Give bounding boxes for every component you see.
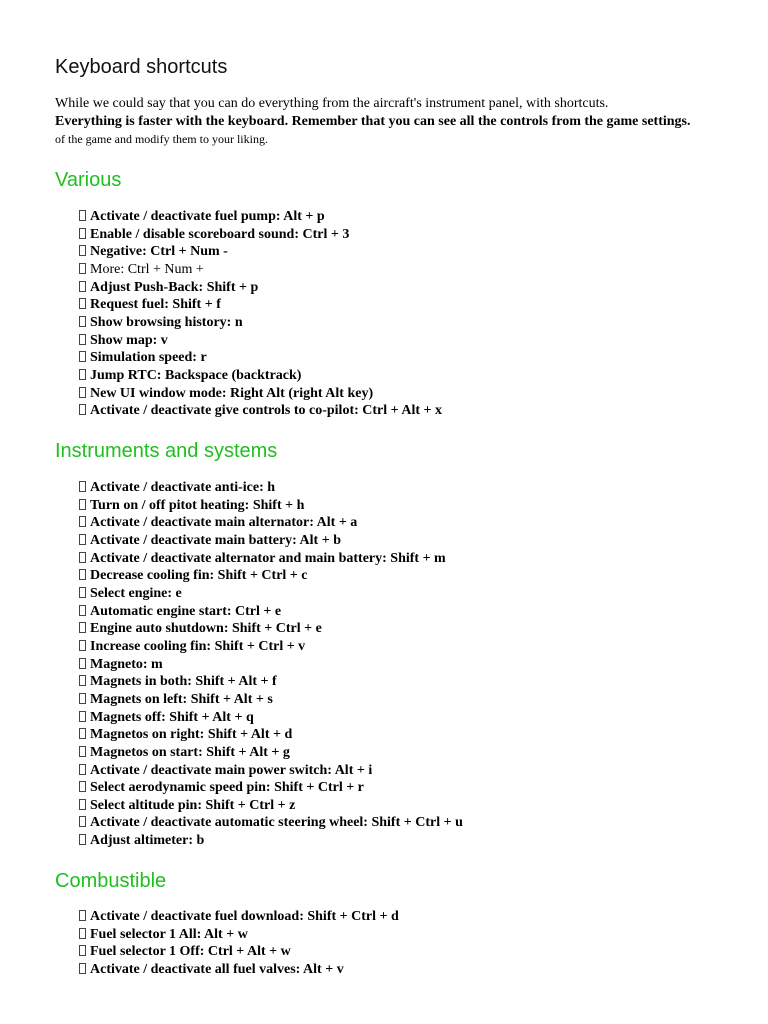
- section-heading-instruments: Instruments and systems: [55, 440, 278, 462]
- checkbox-glyph-icon: [79, 963, 86, 974]
- checkbox-glyph-icon: [79, 552, 86, 563]
- list-item: [79, 332, 442, 350]
- shortcut-text: Magnetos on right: Shift + Alt + d: [90, 727, 293, 743]
- checkbox-glyph-icon: [79, 928, 86, 939]
- list-item: [79, 779, 463, 797]
- shortcut-text: Fuel selector 1 All: Alt + w: [90, 926, 248, 942]
- checkbox-glyph-icon: [79, 228, 86, 239]
- list-item: [79, 961, 399, 979]
- checkbox-glyph-icon: [79, 587, 86, 598]
- shortcut-text: Magneto: m: [90, 656, 163, 672]
- shortcut-text: Select altitude pin: Shift + Ctrl + z: [90, 797, 296, 813]
- shortcut-text: Request fuel: Shift + f: [90, 297, 221, 313]
- shortcut-text: Activate / deactivate alternator and main battery: Shift + m: [90, 550, 446, 566]
- checkbox-glyph-icon: [79, 245, 86, 256]
- shortcut-text: Activate / deactivate fuel pump: Alt + p: [90, 209, 325, 224]
- list-item: [79, 550, 463, 568]
- page-title: Keyboard shortcuts: [55, 56, 228, 78]
- shortcut-text: New UI window mode: Right Alt (right Alt key): [90, 385, 374, 401]
- list-item: [79, 385, 442, 403]
- shortcut-text: Magnets off: Shift + Alt + q: [90, 709, 254, 725]
- list-item: [79, 797, 463, 815]
- checkbox-glyph-icon: [79, 263, 86, 274]
- checkbox-glyph-icon: [79, 640, 86, 651]
- list-item: [79, 726, 463, 744]
- shortcut-text: Negative: Ctrl + Num -: [90, 244, 228, 260]
- list-item: [79, 709, 463, 727]
- shortcut-text: Activate / deactivate main battery: Alt + b: [90, 532, 341, 548]
- list-item: [79, 832, 463, 850]
- checkbox-glyph-icon: [79, 481, 86, 492]
- list-item: [79, 261, 442, 279]
- list-item: [79, 585, 463, 603]
- shortcut-text: Select aerodynamic speed pin: Shift + Ctrl + r: [90, 780, 364, 796]
- shortcut-text: Show map: v: [90, 332, 168, 348]
- checkbox-glyph-icon: [79, 569, 86, 580]
- section-heading-combustible: Combustible: [55, 870, 167, 892]
- list-item: [79, 908, 399, 926]
- shortcut-text: Turn on / off pitot heating: Shift + h: [90, 497, 305, 513]
- checkbox-glyph-icon: [79, 516, 86, 527]
- shortcut-text: Jump RTC: Backspace (backtrack): [90, 367, 302, 383]
- list-item: [79, 402, 442, 420]
- shortcut-text: Activate / deactivate main power switch: Alt + i: [90, 762, 373, 778]
- list-item: [79, 226, 442, 244]
- checkbox-glyph-icon: [79, 298, 86, 309]
- checkbox-glyph-icon: [79, 316, 86, 327]
- list-item: [79, 603, 463, 621]
- shortcut-text: Show browsing history: n: [90, 314, 243, 330]
- shortcut-text: Activate / deactivate automatic steering wheel: Shift + Ctrl + u: [90, 815, 463, 831]
- list-item: [79, 943, 399, 961]
- shortcut-list-combustible: [79, 908, 399, 979]
- checkbox-glyph-icon: [79, 281, 86, 292]
- list-item: [79, 279, 442, 297]
- checkbox-glyph-icon: [79, 658, 86, 669]
- checkbox-glyph-icon: [79, 816, 86, 827]
- checkbox-glyph-icon: [79, 622, 86, 633]
- list-item: [79, 514, 463, 532]
- checkbox-glyph-icon: [79, 334, 86, 345]
- shortcut-text: Automatic engine start: Ctrl + e: [90, 603, 282, 619]
- list-item: [79, 673, 463, 691]
- list-item: [79, 243, 442, 261]
- list-item: [79, 208, 442, 226]
- checkbox-glyph-icon: [79, 945, 86, 956]
- shortcut-text: Enable / disable scoreboard sound: Ctrl + 3: [90, 226, 350, 242]
- list-item: [79, 744, 463, 762]
- list-item: [79, 814, 463, 832]
- checkbox-glyph-icon: [79, 210, 86, 221]
- checkbox-glyph-icon: [79, 781, 86, 792]
- shortcut-text: Activate / deactivate give controls to co-pilot: Ctrl + Alt + x: [90, 403, 442, 419]
- shortcut-text: Activate / deactivate main alternator: Alt + a: [90, 515, 358, 531]
- list-item: [79, 349, 442, 367]
- list-item: [79, 620, 463, 638]
- checkbox-glyph-icon: [79, 404, 86, 415]
- shortcut-list-instruments: [79, 479, 463, 850]
- shortcut-text: Magnetos on start: Shift + Alt + g: [90, 744, 290, 760]
- shortcut-text: Engine auto shutdown: Shift + Ctrl + e: [90, 621, 322, 637]
- checkbox-glyph-icon: [79, 369, 86, 380]
- list-item: [79, 926, 399, 944]
- shortcut-list-various: [79, 208, 442, 420]
- checkbox-glyph-icon: [79, 351, 86, 362]
- checkbox-glyph-icon: [79, 605, 86, 616]
- list-item: [79, 497, 463, 515]
- shortcut-text: Magnets on left: Shift + Alt + s: [90, 691, 273, 707]
- shortcut-text: Increase cooling fin: Shift + Ctrl + v: [90, 638, 306, 654]
- list-item: [79, 691, 463, 709]
- checkbox-glyph-icon: [79, 675, 86, 686]
- checkbox-glyph-icon: [79, 764, 86, 775]
- list-item: [79, 367, 442, 385]
- shortcut-text: Activate / deactivate anti-ice: h: [90, 480, 276, 495]
- intro-line-2: Everything is faster with the keyboard. Remember that you can see all the controls from the game settings.: [55, 114, 691, 129]
- intro-line-3: of the game and modify them to your liking.: [55, 132, 268, 146]
- shortcut-text: Activate / deactivate fuel download: Shift + Ctrl + d: [90, 909, 399, 924]
- shortcut-text: Magnets in both: Shift + Alt + f: [90, 674, 277, 690]
- shortcut-text: Fuel selector 1 Off: Ctrl + Alt + w: [90, 944, 291, 960]
- checkbox-glyph-icon: [79, 834, 86, 845]
- checkbox-glyph-icon: [79, 746, 86, 757]
- checkbox-glyph-icon: [79, 910, 86, 921]
- checkbox-glyph-icon: [79, 711, 86, 722]
- shortcut-text: Activate / deactivate all fuel valves: Alt + v: [90, 961, 344, 977]
- checkbox-glyph-icon: [79, 499, 86, 510]
- shortcut-text: Adjust altimeter: b: [90, 833, 205, 849]
- checkbox-glyph-icon: [79, 387, 86, 398]
- list-item: [79, 296, 442, 314]
- list-item: [79, 567, 463, 585]
- list-item: [79, 638, 463, 656]
- checkbox-glyph-icon: [79, 799, 86, 810]
- checkbox-glyph-icon: [79, 693, 86, 704]
- shortcut-text: Adjust Push-Back: Shift + p: [90, 279, 259, 295]
- list-item: [79, 479, 463, 497]
- checkbox-glyph-icon: [79, 534, 86, 545]
- intro-line-1: While we could say that you can do everything from the aircraft's instrument panel, with shortcuts.: [55, 96, 609, 111]
- section-heading-various: Various: [55, 169, 122, 191]
- list-item: [79, 656, 463, 674]
- intro-paragraph: [55, 95, 755, 147]
- shortcut-text: More: Ctrl + Num +: [90, 261, 204, 277]
- list-item: [79, 532, 463, 550]
- shortcut-text: Simulation speed: r: [90, 350, 207, 366]
- shortcut-text: Select engine: e: [90, 585, 182, 601]
- checkbox-glyph-icon: [79, 728, 86, 739]
- list-item: [79, 314, 442, 332]
- list-item: [79, 762, 463, 780]
- shortcut-text: Decrease cooling fin: Shift + Ctrl + c: [90, 568, 308, 584]
